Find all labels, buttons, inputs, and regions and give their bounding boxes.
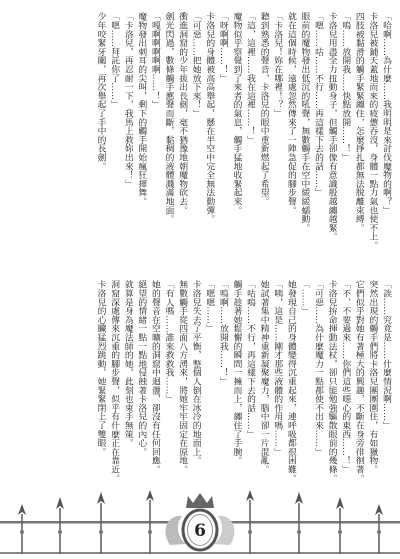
text-column: 「不、不要過來……你們這些噁心的東西……！」 bbox=[340, 280, 351, 474]
text-column: 卡洛兒拚命揮動法杖，卻只能勉強驅散眼前的幾條。 bbox=[326, 280, 337, 483]
text-column: 她的聲音在空曠的洞窟中迴盪，卻沒有任何回應。 bbox=[149, 280, 160, 474]
page-number: 6 bbox=[194, 521, 206, 541]
text-column: 四肢被黏滑的觸手緊緊纏住，怎麼掙扎都無法脫離束縛。 bbox=[353, 12, 364, 232]
text-column: 它們似乎對她有著極大的興趣，不斷在身旁徘徊著。 bbox=[353, 280, 364, 483]
text-column: 卡洛兒的心臟猛烈跳動，她緊緊閉上了雙眼。 bbox=[95, 280, 106, 456]
text-column: 「嗯……咕……不行……再這樣下去的話……」 bbox=[313, 12, 324, 197]
text-column: 「嗚啊……放開我……！」 bbox=[217, 280, 228, 386]
fence-spike bbox=[56, 497, 64, 554]
text-column: 「可惡……為什麼魔力一點都使不出來……」 bbox=[313, 280, 324, 456]
text-column: 觸手趁著她鬆懈的瞬間一擁而上，纏住了手腕。 bbox=[231, 280, 242, 465]
text-column: 她發現自己的身體變得沉重起來，連呼吸都很困難。 bbox=[285, 280, 296, 483]
text-column: 「咦，這是……剛才那些液體的作用嗎……」 bbox=[272, 280, 283, 456]
text-column: 卡洛兒被鋪天蓋地而來的疲憊吞沒，身體一點力氣也使不上。 bbox=[367, 12, 378, 250]
upper-text-block bbox=[92, 12, 392, 270]
text-column: 「……」 bbox=[299, 280, 310, 316]
fence-spike bbox=[336, 497, 344, 554]
text-column: 「嗯嗯……」 bbox=[204, 280, 215, 333]
text-column: 「可惡……把她放下來！」 bbox=[190, 12, 201, 118]
text-column: 「這、這裡……我在這裡……！」 bbox=[245, 12, 256, 144]
text-column: 「嗯……拜託你了……」 bbox=[109, 12, 120, 109]
text-column: 聽到熟悉的聲音，卡洛兒的眼中重新燃起了希望。 bbox=[258, 12, 269, 206]
text-column: 卡洛兒用盡全力扭動身子，但觸手卻像有意識般越纏越緊。 bbox=[326, 12, 337, 241]
text-column: 「有人嗎……誰來救救我……」 bbox=[163, 280, 174, 404]
text-column: 就算是身為魔法師的她，此刻也束手無策。 bbox=[122, 280, 133, 448]
text-column: 無數觸手從四面八方湧來，將她牢牢固定在原地。 bbox=[177, 280, 188, 474]
text-column: 「誒……究竟是……什麼情況啊……」 bbox=[381, 280, 391, 430]
text-column: 「卡洛兒，再忍耐一下，我馬上救妳出來！」 bbox=[122, 12, 133, 188]
text-column: 「嗚……放開我……快點放開……！」 bbox=[340, 12, 351, 162]
text-column: 「哈啊……為什麼……我明明是來討伐魔物的啊？」 bbox=[381, 12, 391, 215]
fence-ornament bbox=[0, 490, 400, 559]
text-column: 衝進洞窟的少年拔出長劍，毫不猶豫地朝魔物砍去。 bbox=[177, 12, 188, 215]
text-column: 卡洛兒的身體被高高舉起，懸在半空中完全無法動彈。 bbox=[204, 12, 215, 224]
text-column: 「呀啊啊……！」 bbox=[217, 12, 228, 83]
text-column: 洞窟深處傳來沉重的腳步聲，似乎有什麼正在靠近。 bbox=[109, 280, 120, 483]
text-column: 少年咬緊牙關，再次舉起了手中的長劍。 bbox=[95, 12, 106, 171]
lower-text-block bbox=[92, 280, 392, 504]
text-column: 卡洛兒失去了平衡，整個人倒在冰冷的地面上。 bbox=[190, 280, 201, 465]
text-column: 劍光閃過，數條觸手應聲而斷，黏稠的液體濺滿地面。 bbox=[163, 12, 174, 224]
text-column: 魔物似乎察覺到了來者的氣息，觸手猛地收緊起來。 bbox=[231, 12, 242, 215]
text-column: 魔物發出刺耳的尖叫，剩下的觸手開始瘋狂揮舞。 bbox=[136, 12, 147, 206]
text-column: 就在這個時候，遠處忽然傳來了一陣急促的腳步聲。 bbox=[285, 12, 296, 215]
text-column: 她試著集中精神重新凝聚魔力，腦中卻一片混亂。 bbox=[258, 280, 269, 474]
text-column: 絕望的情緒一點一點地侵蝕著卡洛兒的內心。 bbox=[136, 280, 147, 456]
text-column: 「嘎啊啊啊啊啊……！」 bbox=[149, 12, 160, 109]
text-column: 「咕嗚……不行，再這樣下去的話……」 bbox=[245, 280, 256, 439]
fence-spike bbox=[375, 504, 383, 554]
text-column: 突然出現的觸手們將卡洛兒團團圍住，有如獵物。 bbox=[367, 280, 378, 474]
text-column: 「卡洛兒！妳在哪裡！？」 bbox=[272, 12, 283, 118]
page-number-emblem bbox=[166, 493, 235, 550]
fence-spike bbox=[18, 504, 26, 554]
text-column: 眼前的魔物發出低沉的吼聲，無數觸手在空中緩緩蠕動。 bbox=[299, 12, 310, 232]
crown-icon bbox=[186, 493, 214, 508]
